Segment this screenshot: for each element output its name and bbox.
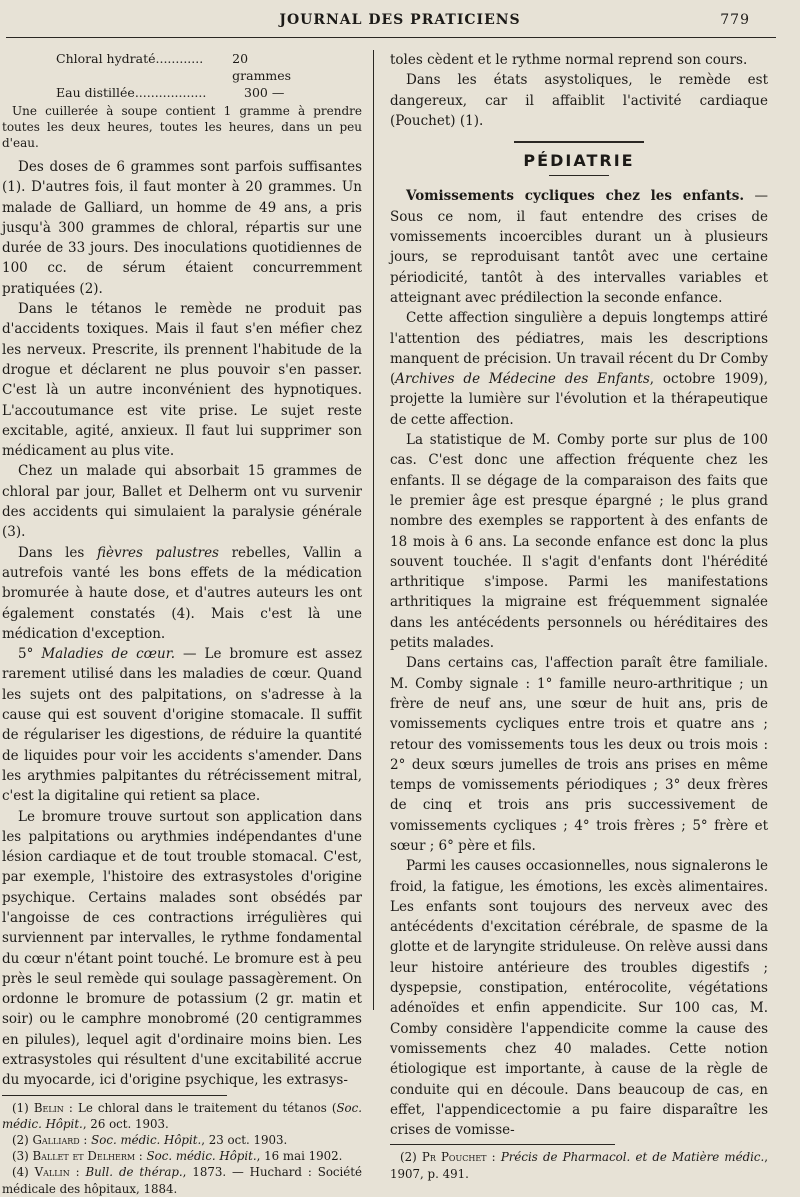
text-run: — Sous ce nom, il faut entendre des crises de vomissements incoercibles durant un à plusieurs jours, se reproduisant tantôt avec une certaine périodicité, tantôt à des intervalles variables et atteignant avec prédilection la seconde enfance.	[390, 188, 769, 306]
journal-title: JOURNAL DES PRATICIENS	[279, 12, 521, 28]
paragraph-causes: Parmi les causes occasionnelles, nous signalerons le froid, la fatigue, les émotions, les excès alimentaires. Les enfants sont toujours des nerveux avec des antécédents d'excitation cérébrale, de spasme de la glotte et de laryngite striduleuse. On relève aussi dans leur histoire antérieure des troubles digestifs ; dyspepsie, constipation, entérocolite, végétations adénoïdes et enfin appendicite. Sur 100 cas, M. Comby considère l'appendicite comme la cause des vomissements chez 40 malades. Cette notion étiologique est importante, à cause de la règle de conduite qui en découle. Dans beaucoup de cas, en effet, l'appendicectomie a pu faire disparaître les crises de vomisse-	[390, 858, 768, 1139]
text-run: — Le bromure est assez rarement utilisé dans les maladies de cœur. Quand les sujets ont des palpitations, on s'adresse à la cause qui est souvent d'origine stomacale. Il suffit de régulariser les digestions, de réduire la quantité de liquides pour voir les accidents s'amender. Dans les arythmies palpitantes du rétrécissement mitral, c'est la digitaline qui retient sa place.	[2, 646, 363, 805]
footnote-author: Belin	[33, 1100, 64, 1115]
paragraph-vomissements	[390, 186, 768, 308]
paragraph-familiale: Dans certains cas, l'affection paraît être familiale. M. Comby signale : 1° famille neuro-arthritique ; un frère de neuf ans, une sœur de huit ans, pris de vomissements cycliques entre trois et quatre ans ; retour des vomissements tous les deux ou trois mois : 2° deux sœurs jumelles de trois ans prises en même temps de vomissements périodiques ; 3° deux frères de cinq et trois ans pris successivement de vomissements cycliques ; 4° trois frères ; 5° frère et sœur ; 6° père et fils.	[390, 655, 768, 854]
paragraph-doses: Des doses de 6 grammes sont parfois suffisantes (1). D'autres fois, il faut monter à 20 grammes. Un malade de Galliard, un homme de 49 ans, a pris jusqu'à 300 grammes de chloral, répartis sur une durée de 33 jours. Des inoculations quotidiennes de 100 cc. de sérum étaient concurremment pratiquées (2).	[2, 159, 362, 297]
text-run: :	[69, 1165, 86, 1180]
footnote-rule	[2, 1095, 227, 1096]
text-run: Dans les	[18, 544, 97, 561]
text-run: , octobre 1909), projette la lumière sur l'évolution et la thérapeutique de cette affection.	[390, 371, 768, 428]
text-run: , 1873. — Huchard : Société médicale des hôpitaux, 1884.	[2, 1165, 363, 1196]
footnote-author: Vallin	[34, 1165, 70, 1180]
paragraph-ballet: Chez un malade qui absorbait 15 grammes de chloral par jour, Ballet et Delherm ont vu survenir des accidents qui simulaient la paralysie générale (3).	[2, 463, 362, 541]
paragraph-tetanos: Dans le tétanos le remède ne produit pas d'accidents toxiques. Mais il faut s'en méfier chez les nerveux. Prescrite, ils prennent l'habitude de la drogue et déclarent ne plus pouvoir s'en passer. C'est là un autre inconvénient des hypnotiques. L'accoutumance est vite prise. Le sujet reste excitable, agité, anxieux. Il faut lui supprimer son médicament au plus vite.	[2, 301, 362, 460]
footnote-source: Soc. médic. Hôpit.	[91, 1133, 202, 1148]
article-title: Vomissements cycliques chez les enfants.	[406, 188, 745, 205]
footnote-author: Pr Pouchet	[421, 1150, 487, 1165]
italic-term: fièvres palustres	[96, 544, 219, 561]
header-rule	[6, 37, 776, 38]
text-run: , 16 mai 1902.	[256, 1149, 343, 1164]
recipe-ingredient: Chloral hydraté............	[56, 51, 204, 66]
footnote-number: (2)	[12, 1133, 29, 1148]
footnote-source: Précis de Pharmacol. et de Matière médic.	[500, 1150, 765, 1165]
paragraph-statistique: La statistique de M. Comby porte sur plus de 100 cas. C'est donc une affection fréquente chez les enfants. Il se dégage de la comparaison des faits que le premier âge est presque épargné ; le plus grand nombre des exemples se rapportent à des enfants de 18 mois à 6 ans. La seconde enfance est donc la plus souvent touchée. Il s'agit d'enfants dont l'hérédité arthritique s'impose. Parmi les manifestations arthritiques la migraine est fréquemment signalée dans les antécédents personnels ou héréditaires des petits malades.	[390, 432, 768, 652]
footnote	[2, 1100, 362, 1132]
text-run: :	[486, 1150, 501, 1165]
recipe-dose: 300 —	[244, 85, 285, 100]
footnote-rule	[390, 1144, 615, 1145]
footnote	[2, 1132, 362, 1148]
paragraph-coeur	[2, 644, 362, 806]
recipe-note: Une cuillerée à soupe contient 1 gramme à prendre toutes les deux heures, toutes les heures, dans un peu d'eau.	[2, 104, 362, 150]
footnote-author: Ballet et Delherm	[32, 1149, 136, 1164]
recipe-ingredient: Eau distillée..................	[56, 85, 207, 100]
paragraph-affection	[390, 308, 768, 430]
column-divider	[373, 50, 374, 1010]
paragraph-fievres	[2, 543, 362, 644]
paragraph-bromure: Le bromure trouve surtout son application dans les palpitations ou arythmies indépendantes d'une lésion cardiaque et de tout trouble stomacal. C'est, par exemple, l'histoire des extrasystoles d'origine psychique. Certains malades sont obsédés par l'angoisse de ces contractions irrégulières qui surviennent par intervalles, le rythme fondamental du cœur n'étant point touché. Le bromure est à peu près le seul remède qui soulage passagèrement. On ordonne le bromure de potassium (2 gr. matin et soir) ou le camphre monobromé (20 centigrammes en pilules), lequel agit d'ordinaire moins bien. Les extrasystoles qui résultent d'une excitabilité accrue du myocarde, ici d'origine psychique, les extrasys-	[2, 808, 362, 1089]
section-number: 5°	[18, 646, 34, 663]
text-run: rebelles, Vallin a autrefois vanté les bons effets de la médication bromurée à haute dose, et d'autres auteurs les ont également constatés (4). Mais c'est là une médication d'exception.	[2, 544, 362, 642]
text-run: :	[79, 1133, 92, 1148]
footnote-author: Galliard	[32, 1133, 80, 1148]
footnote-source: Bull. de thérap.	[85, 1165, 183, 1180]
text-run: :	[135, 1149, 147, 1164]
right-column	[390, 50, 768, 1182]
footnote-number: (1)	[12, 1100, 29, 1115]
text-run: : Le chloral dans le traitement du tétanos (	[63, 1100, 337, 1115]
text-run: , 1907, p. 491.	[390, 1150, 769, 1181]
running-header	[0, 12, 800, 32]
footnote	[390, 1149, 768, 1181]
section-rule-small	[549, 175, 609, 176]
left-column	[2, 50, 362, 1197]
paragraph-continuation: toles cèdent et le rythme normal reprend son cours.	[390, 52, 748, 68]
chloral-recipe	[2, 50, 362, 101]
text-run: , 26 oct. 1903.	[82, 1116, 169, 1131]
section-rule	[514, 141, 644, 143]
text-run: Cette affection singulière a depuis longtemps attiré l'attention des pédiatres, mais les descriptions manquent de précision. Un travail récent du Dr Comby (	[390, 310, 768, 388]
italic-heading: Maladies de cœur.	[41, 646, 175, 663]
recipe-dose: 20 grammes	[232, 51, 292, 83]
text-run: , 23 oct. 1903.	[201, 1133, 288, 1148]
footnote	[2, 1164, 362, 1196]
section-title: PÉDIATRIE	[523, 151, 635, 171]
recipe-line	[56, 50, 306, 84]
footnote-source: Soc. médic. Hôpit.	[146, 1149, 257, 1164]
paragraph-asystoliques: Dans les états asystoliques, le remède est dangereux, car il affaiblit l'activité cardiaque (Pouchet) (1).	[390, 72, 768, 129]
recipe-line	[56, 84, 306, 101]
page-number: 779	[720, 12, 750, 28]
footnote-source: Soc. médic. Hôpit.	[2, 1100, 362, 1131]
footnote-number: (4)	[12, 1165, 29, 1180]
footnote-number: (3)	[12, 1149, 29, 1164]
footnote-number: (2)	[400, 1150, 417, 1165]
footnotes	[2, 1100, 362, 1197]
footnote	[2, 1148, 362, 1164]
journal-name: Archives de Médecine des Enfants	[395, 371, 650, 388]
